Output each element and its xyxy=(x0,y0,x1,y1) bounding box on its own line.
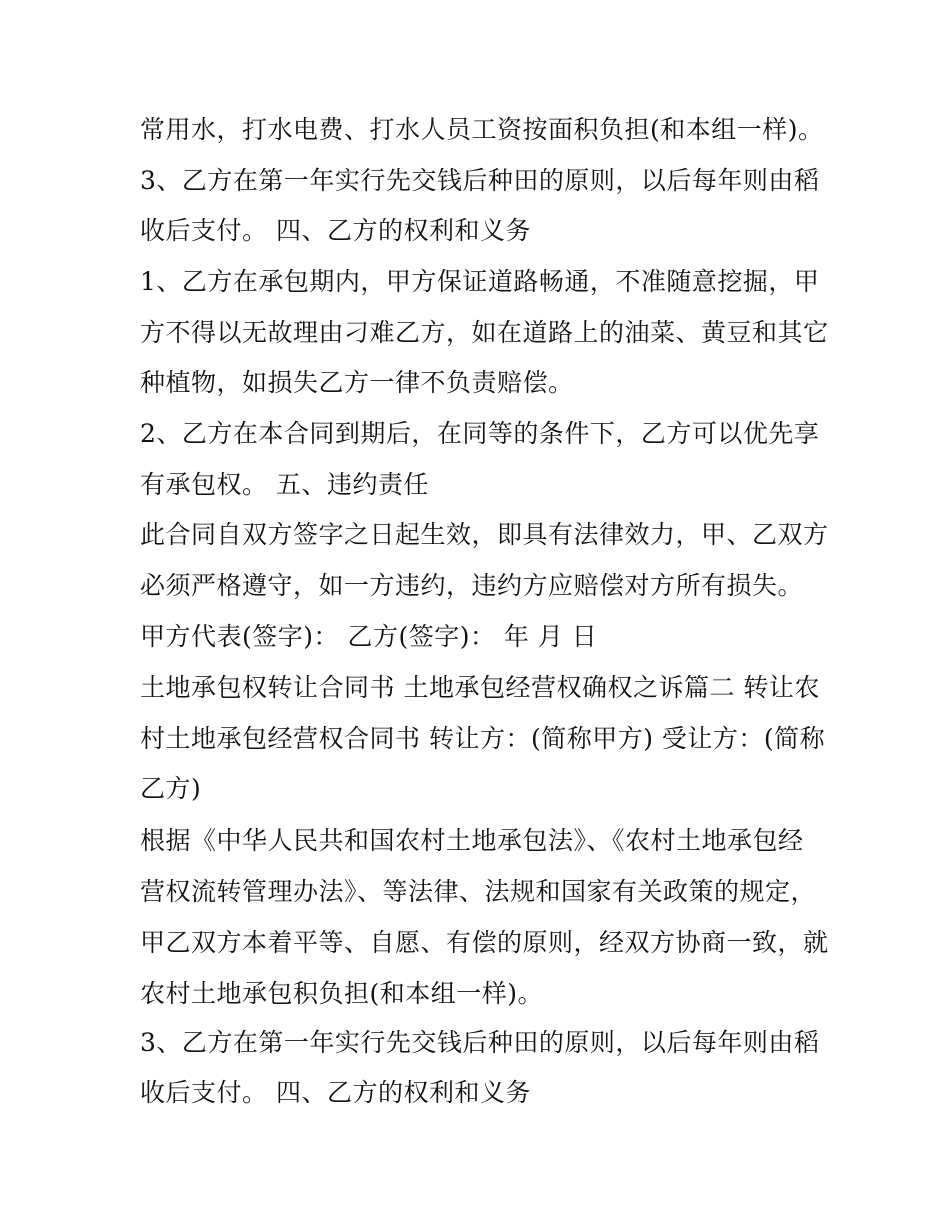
text-line: 营权流转管理办法》、等法律、法规和国家有关政策的规定， xyxy=(140,877,817,906)
text-line: 村土地承包经营权合同书 转让方：(简称甲方) 受让方：(简称 xyxy=(140,724,826,753)
text-line: 收后支付。 四、乙方的权利和义务 xyxy=(140,1078,531,1107)
text-line: 农村土地承包积负担(和本组一样)。 xyxy=(140,979,544,1008)
text-line: 根据《中华人民共和国农村土地承包法》、《农村土地承包经 xyxy=(140,826,804,855)
text-line: 必须严格遵守，如一方违约，违约方应赔偿对方所有损失。 xyxy=(140,571,804,600)
text-line: 种植物，如损失乙方一律不负责赔偿。 xyxy=(140,368,574,397)
text-line: 土地承包权转让合同书 土地承包经营权确权之诉篇二 转让农 xyxy=(140,673,820,702)
signature-line: 甲方代表(签字)： 乙方(签字)： 年 月 日 xyxy=(140,622,598,651)
text-line: 1、乙方在承包期内，甲方保证道路畅通，不准随意挖掘，甲 xyxy=(140,267,820,296)
text-line: 有承包权。 五、违约责任 xyxy=(140,470,429,499)
text-line: 方不得以无故理由刁难乙方，如在道路上的油菜、黄豆和其它 xyxy=(140,318,829,347)
text-line: 乙方) xyxy=(140,774,202,803)
text-line: 3、乙方在第一年实行先交钱后种田的原则，以后每年则由稻 xyxy=(140,1028,820,1057)
text-line: 收后支付。 四、乙方的权利和义务 xyxy=(140,216,531,245)
text-line: 2、乙方在本合同到期后，在同等的条件下，乙方可以优先享 xyxy=(140,419,820,448)
text-line: 常用水，打水电费、打水人员工资按面积负担(和本组一样)。 xyxy=(140,115,824,144)
text-line: 此合同自双方签字之日起生效，即具有法律效力，甲、乙双方 xyxy=(140,520,829,549)
text-line: 甲乙双方本着平等、自愿、有偿的原则，经双方协商一致，就 xyxy=(140,928,829,957)
text-line: 3、乙方在第一年实行先交钱后种田的原则，以后每年则由稻 xyxy=(140,166,820,195)
